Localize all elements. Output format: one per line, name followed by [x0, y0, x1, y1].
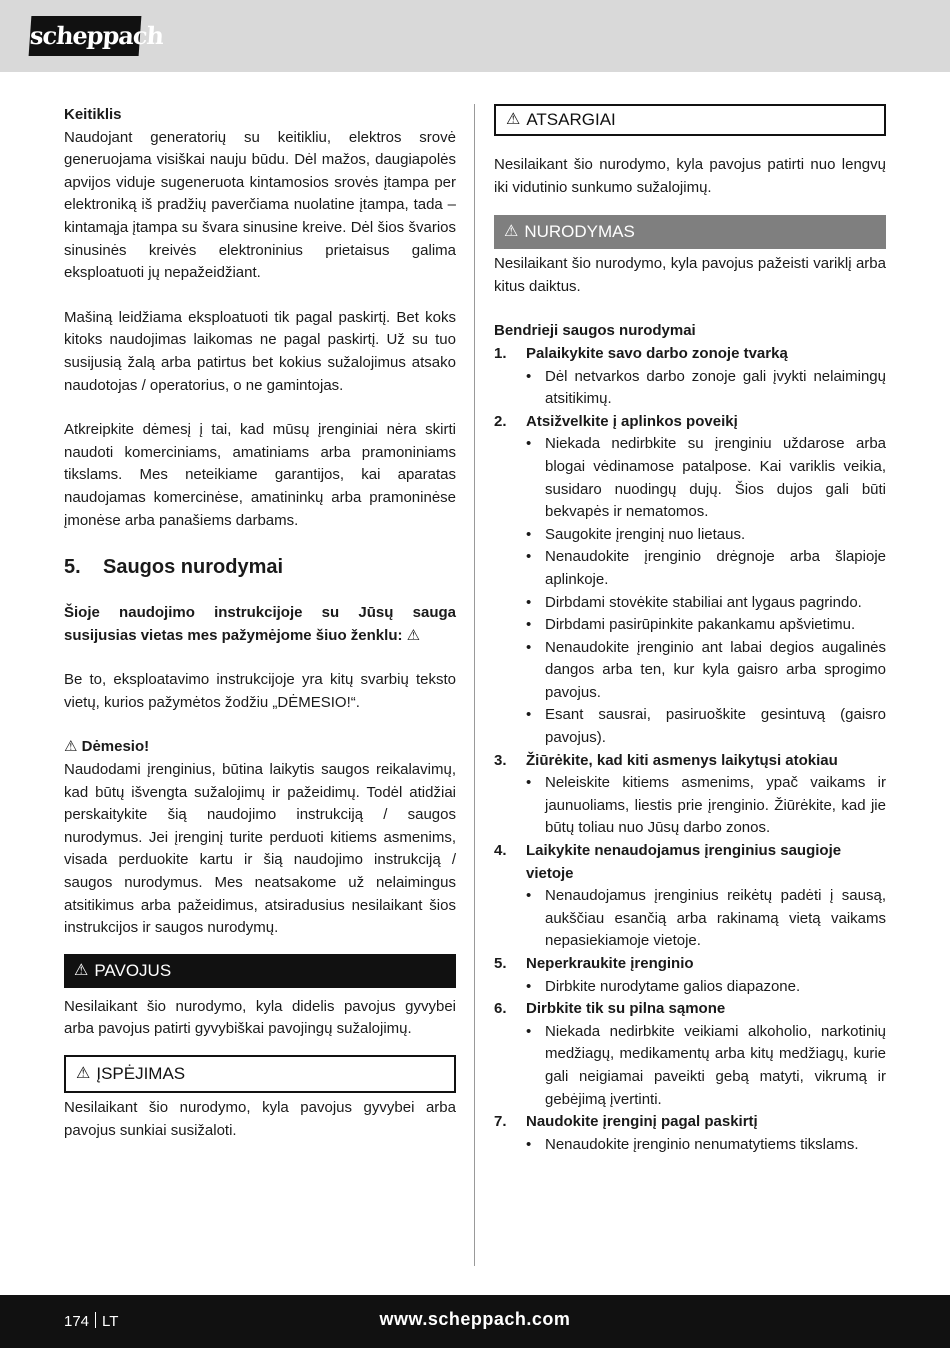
warning-label: ĮSPĖJIMAS [96, 1063, 186, 1083]
list-item: • Dirbdami stovėkite stabiliai ant lygaus pagrindo. [526, 592, 886, 615]
caution-label: ATSARGIAI [526, 109, 616, 129]
safety-rule-number: 3. [494, 751, 507, 769]
safety-rule-title: Žiūrėkite, kad kiti asmenys laikytųsi atokiau [526, 751, 838, 769]
safety-rule-number: 5. [494, 955, 507, 972]
list-item: • Nenaudokite įrenginio ant labai degios augalinės dangos arba ten, kur kyla gaisro arba sprogimo pavojus. [526, 637, 886, 705]
safety-rule-number: 7. [494, 1113, 507, 1131]
list-item: • Esant sausrai, pasiruoškite gesintuvą (gaisro pavojus). [526, 704, 886, 749]
safety-rule-title: Dirbkite tik su pilna sąmone [526, 1000, 726, 1018]
column-divider [474, 104, 475, 1266]
safety-rule-heading [494, 840, 886, 885]
right-column [494, 104, 886, 1156]
page-footer [0, 1295, 950, 1348]
safety-rule-title: Palaikykite savo darbo zonoje tvarką [526, 344, 788, 362]
safety-rule-bullets [494, 433, 886, 749]
warning-triangle-icon: ⚠ [76, 1064, 91, 1082]
safety-rule-bullets [494, 366, 886, 411]
attention-title: ⚠ Dėmesio! [64, 738, 150, 756]
list-item: • Nenaudokite įrenginio drėgnoje arba šlapioje aplinkoje. [526, 546, 886, 591]
website-link[interactable]: www.scheppach.com [379, 1309, 571, 1329]
safety-rule-bullets [494, 976, 886, 999]
list-item: • Niekada nedirbkite veikiami alkoholio, narkotinių medžiagų, medikamentų arba kitų medžiagų, kurie gali neigiamai paveikti gebą matyti, vikrumą ir gebėjimą įvertinti. [526, 1021, 886, 1111]
safety-rule-heading [494, 953, 886, 976]
safety-rule-title: Naudokite įrenginį pagal paskirtį [526, 1113, 758, 1131]
caution-text: Nesilaikant šio nurodymo, kyla pavojus patirti nuo lengvų iki vidutinio sunkumo sužalojimų. [494, 156, 886, 196]
section-heading [64, 554, 456, 580]
safety-rule-number: 1. [494, 344, 507, 362]
list-item: • Dėl netvarkos darbo zonoje gali įvykti nelaimingų atsitikimų. [526, 366, 886, 411]
safety-rule-heading [494, 411, 886, 434]
commercial-paragraph: Atkreipkite dėmesį į tai, kad mūsų įrenginiai nėra skirti naudoti komerciniams, amatiniams arba pramoniniams tikslams. Mes neteikiame garantijos, kai aparatas naudojamas komercinėse, amatininkų arba pramoninėse įmonėse arba panašiems darbams. [64, 421, 456, 529]
usage-paragraph: Mašiną leidžiama eksploatuoti tik pagal paskirtį. Bet koks kitoks naudojimas laikomas ne pagal paskirtį. Už su tuo susijusią žalą arba patirtus bet kokius sužalojimus atsako naudotojas / operatorius, o ne gamintojas. [64, 308, 456, 394]
note-label: NURODYMAS [524, 221, 635, 241]
safety-rules-list [494, 343, 886, 1156]
safety-intro: Šioje naudojimo instrukcijoje su Jūsų sauga susijusias vietas mes pažymėjome šiuo ženklu: ⚠ [64, 604, 456, 644]
keitiklis-title: Keitiklis [64, 106, 122, 123]
caution-box [494, 104, 886, 136]
warning-text: Nesilaikant šio nurodymo, kyla pavojus gyvybei arba pavojus sunkiai susižaloti. [64, 1099, 456, 1139]
list-item: • Neleiskite kitiems asmenims, ypač vaikams ir jaunuoliams, liestis prie įrenginio. Žiūrėkite, kad jie būtų toliau nuo Jūsų darbo zonos. [526, 772, 886, 840]
safety-rule-heading [494, 1111, 886, 1134]
safety-rule-title: Atsižvelkite į aplinkos poveikį [526, 412, 738, 430]
list-item: • Niekada nedirbkite su įrenginiu uždarose arba blogai vėdinamose patalpose. Kai variklis veikia, susidaro nuodingų dujų. Šios dujos gali būti bekvapės ir nematomos. [526, 433, 886, 523]
page-number-value: 174 [64, 1313, 90, 1330]
warning-triangle-icon: ⚠ [74, 961, 89, 979]
safety-rule-number: 2. [494, 412, 507, 430]
list-item: • Nenaudojamus įrenginius reikėtų padėti į sausą, aukščiau esančią arba rakinamą vietą vaikams nepasiekiamoje vietoje. [526, 885, 886, 953]
section-title: Saugos nurodymai [103, 556, 284, 579]
safety-rule-bullets [494, 1134, 886, 1157]
attention-text: Naudodami įrenginius, būtina laikytis saugos reikalavimų, kad būtų išvengta sužalojimų ir pažeidimų. Todėl atidžiai perskaitykite šią naudojimo instrukciją / saugos nurodymus. Jei įrenginį turite perduoti kitiems asmenims, visada perduokite kartu ir šią naudojimo instrukciją / saugos nurodymus. Mes neatsakome už nelaimingus atsitikimus arba pažeidimus, atsiradusius nesilaikant šios instrukcijos ir saugos nurodymų. [64, 761, 456, 937]
safety-rule-heading [494, 750, 886, 773]
warning-triangle-icon: ⚠ [506, 110, 521, 128]
list-item: • Nenaudokite įrenginio nenumatytiems tikslams. [526, 1134, 886, 1157]
list-item: • Dirbdami pasirūpinkite pakankamu apšvietimu. [526, 614, 886, 637]
page-header [0, 0, 950, 72]
note-text: Nesilaikant šio nurodymo, kyla pavojus pažeisti variklį arba kitus daiktus. [494, 255, 886, 295]
danger-text: Nesilaikant šio nurodymo, kyla didelis pavojus gyvybei arba pavojus patirti gyvybiškai pavojingų sužalojimų. [64, 997, 456, 1038]
warning-box [64, 1055, 456, 1093]
safety-rule-number: 4. [494, 842, 507, 860]
language-code: LT [102, 1313, 119, 1330]
safety-rule-bullets [494, 1021, 886, 1111]
safety-rule-heading [494, 998, 886, 1021]
safety-rule-bullets [494, 885, 886, 953]
safety-rule-title: Neperkraukite įrenginio [526, 955, 694, 972]
warning-triangle-icon: ⚠ [504, 222, 519, 240]
danger-label: PAVOJUS [94, 960, 172, 980]
safety-rule-bullets [494, 772, 886, 840]
attention-reference: Be to, eksploatavimo instrukcijoje yra kitų svarbių teksto vietų, kurios pažymėtos žodžiu „DĖMESIO!“. [64, 671, 456, 711]
safety-rule-number: 6. [494, 1000, 507, 1018]
keitiklis-text: Naudojant generatorių su keitikliu, elektros srovė generuojama visiškai nauju būdu. Dėl mažos, daugiapolės apvijos viduje sugeneruota kintamosios srovės įtampa per elektroniką iš pradžių paverčiama nuolatine įtampa, tada – kintamąja įtampa su švara sinusine kreive. Dėl šios švarios sinusinės kreivės elektroninius prietaisus galima eksploatuoti jų nepažeidžiant. [64, 128, 456, 282]
safety-rule-heading [494, 343, 886, 366]
left-column [64, 104, 456, 1142]
section-number: 5. [64, 556, 81, 579]
general-safety-title: Bendrieji saugos nurodymai [494, 322, 696, 340]
scheppach-logo: scheppach [29, 16, 142, 56]
list-item: • Saugokite įrenginį nuo lietaus. [526, 524, 886, 547]
note-box [494, 215, 886, 249]
list-item: • Dirbkite nurodytame galios diapazone. [526, 976, 886, 999]
safety-rule-title: Laikykite nenaudojamus įrenginius saugioje vietoje [526, 842, 842, 882]
danger-box [64, 954, 456, 988]
